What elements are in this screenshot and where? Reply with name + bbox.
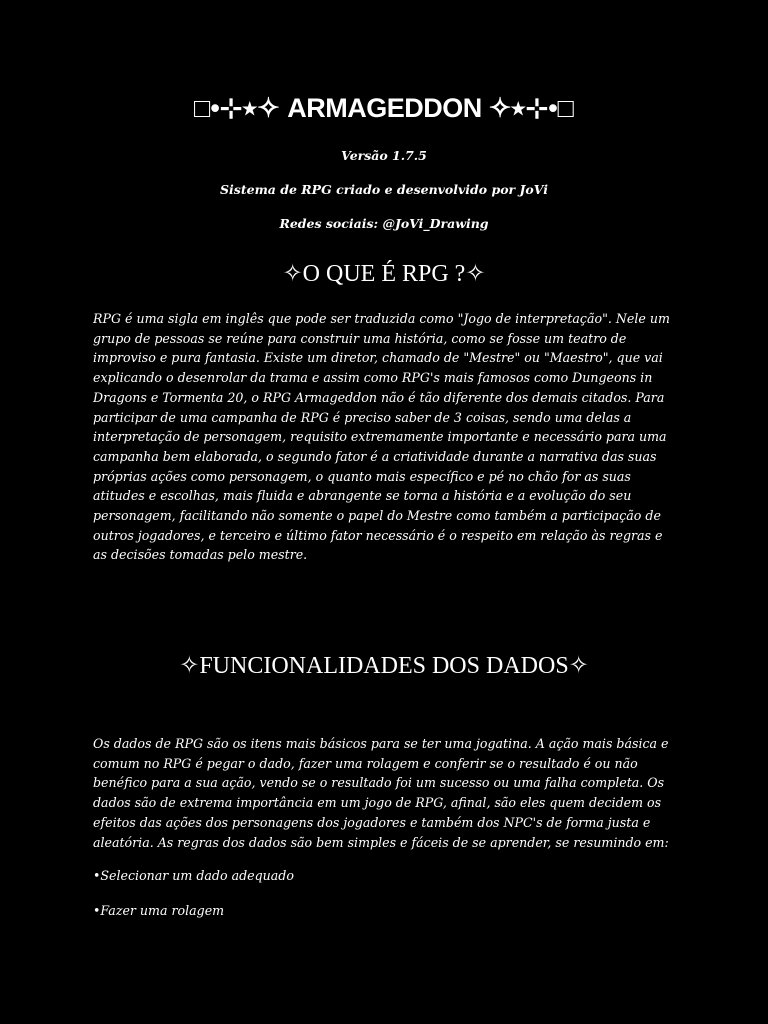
system-credit: Sistema de RPG criado e desenvolvido por JoVi (220, 182, 548, 197)
section-paragraph-what-is-rpg: RPG é uma sigla em inglês que pode ser traduzida como "Jogo de interpretação". Nele um grupo de pessoas se reúne para construir uma história, como se fosse um teatro de improviso e pura fantasia. Existe um diretor, chamado de "Mestre" ou "Maestro", que vai explicando o desenrolar da trama e assim como RPG's mais famosos como Dungeons in Dragons e Tormenta 20, o RPG Armageddon não é tão diferente dos demais citados. Para participar de uma campanha de RPG é preciso saber de 3 coisas, sendo uma delas a interpretação de personagem, requisito extremamente importante e necessário para uma campanha bem elaborada, o segundo fator é a criatividade durante a narrativa das suas próprias ações como personagem, o quanto mais específico e pé no chão for as suas atitudes e escolhas, mais fluida e abrangente se torna a história e a evolução do seu personagem, facilitando não somente o papel do Mestre como também a participação de outros jogadores, e terceiro e último fator necessário é o respeito em relação às regras e as decisões tomadas pelo mestre. (93, 311, 670, 563)
document-title: □•⊹٭✧ ARMAGEDDON ✧٭⊹•□ (194, 93, 574, 123)
section-paragraph-dice-features: Os dados de RPG são os itens mais básicos para se ter uma jogatina. A ação mais básica e comum no RPG é pegar o dado, fazer uma rolagem e conferir se o resultado é ou não benéfico para a sua ação, vendo se o resultado foi um sucesso ou uma falha completa. Os dados são de extrema importância em um jogo de RPG, afinal, são eles quem decidem os efeitos das ações dos personagens dos jogadores e também dos NPC's de forma justa e aleatória. As regras dos dados são bem simples e fáceis de se aprender, se resumindo em: (93, 736, 669, 850)
section-heading-dice-features: ✧FUNCIONALIDADES DOS DADOS✧ (179, 653, 589, 679)
social-handle: Redes sociais: @JoVi_Drawing (279, 216, 489, 231)
version-label: Versão 1.7.5 (341, 148, 427, 163)
list-item: •Selecionar um dado adequado (93, 868, 294, 883)
list-item: •Fazer uma rolagem (93, 903, 225, 918)
section-heading-what-is-rpg: ✧O QUE É RPG ?✧ (282, 261, 486, 287)
